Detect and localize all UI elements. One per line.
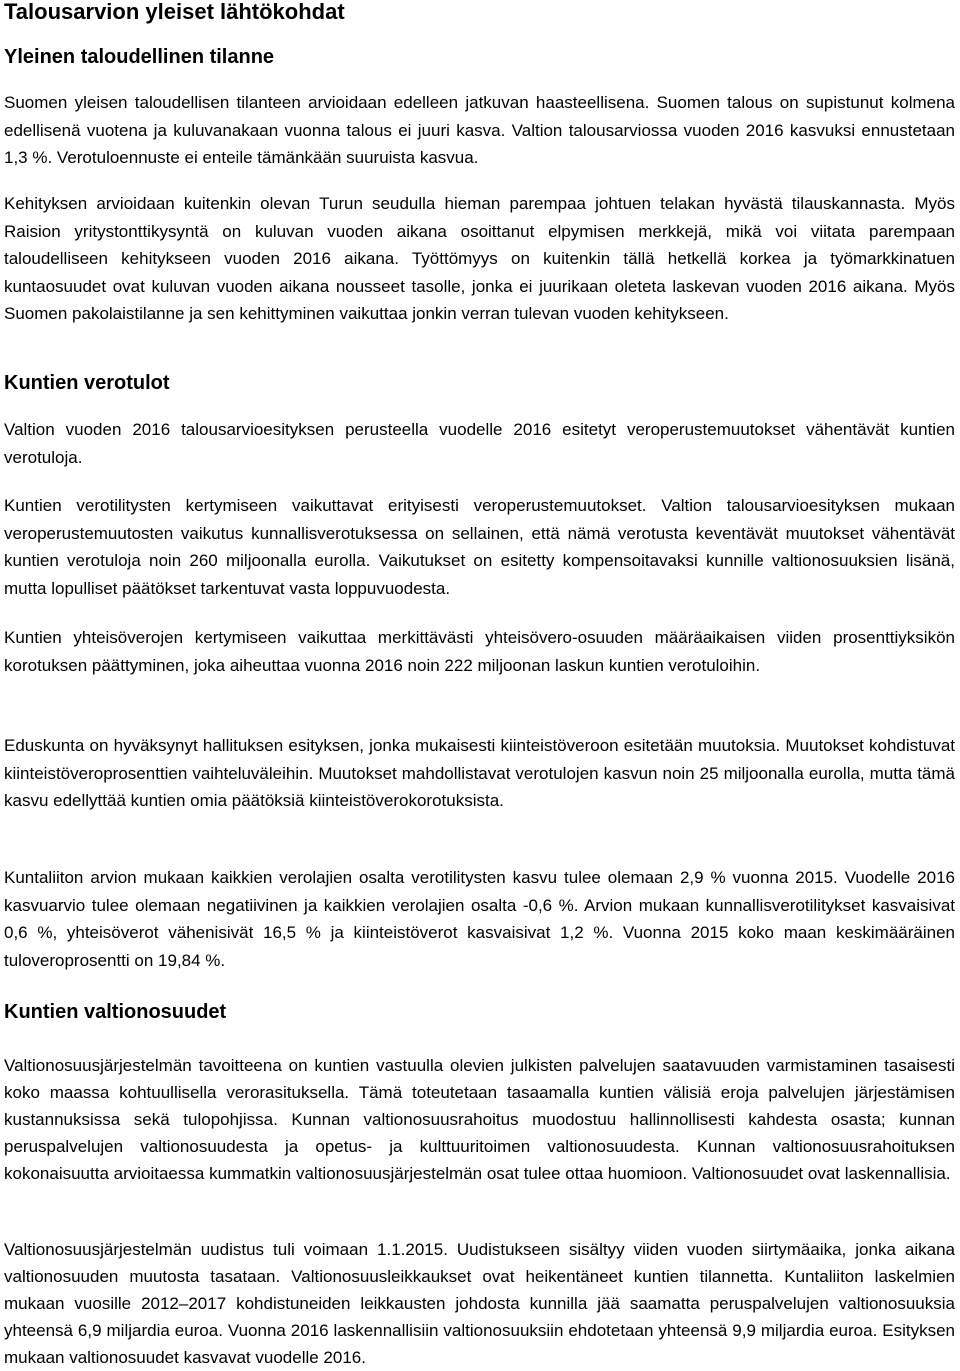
page-title: Talousarvion yleiset lähtökohdat [4,0,345,24]
paragraph: Kuntaliiton arvion mukaan kaikkien verolajien osalta verotilitysten kasvu tulee olemaan 2,9 % vuonna 2015. Vuodelle 2016 kasvuarvio tulee olemaan negatiivinen ja kaikkien verolajien osalta -0,6 %. Arvion mukaan kunnallisverotilitykset kasvaisivat 0,6 %, yhteisöverot vähenisivät 16,5 % ja kiinteistöverot kasvaisivat 1,2 %. Vuonna 2015 koko maan keskimääräinen tuloveroprosentti on 19,84 %. [4,868,955,970]
paragraph: Kehityksen arvioidaan kuitenkin olevan Turun seudulla hieman parempaa johtuen telakan hyvästä tilauskannasta. Myös Raision yritystonttikysyntä on kuluvan vuoden aikana osoittanut elpymisen merkkejä, mikä voi viitata parempaan taloudelliseen kehitykseen vuoden 2016 aikana. Työttömyys on kuitenkin tällä hetkellä korkea ja työmarkkinatuen kuntaosuudet ovat kuluvan vuoden aikana nousseet tasolle, jonka ei juurikaan oleteta laskevan vuoden 2016 aikana. Myös Suomen pakolaistilanne ja sen kehittyminen vaikuttaa jonkin verran tulevan vuoden kehitykseen. [4,194,955,323]
paragraph: Valtion vuoden 2016 talousarvioesityksen perusteella vuodelle 2016 esitetyt veroperustemuutokset vähentävät kuntien verotuloja. [4,420,955,467]
section-heading: Kuntien verotulot [4,372,170,394]
paragraph: Valtionosuusjärjestelmän uudistus tuli voimaan 1.1.2015. Uudistukseen sisältyy viiden vuoden siirtymäaika, jonka aikana valtionosuuden muutosta tasataan. Valtionosuusleikkaukset ovat heikentäneet kuntien tilannetta. Kuntaliiton laskelmien mukaan vuosille 2012–2017 kohdistuneiden leikkausten johdosta kunnilla jää saamatta peruspalvelujen valtionosuuksia yhteensä 6,9 miljardia euroa. Vuonna 2016 laskennallisiin valtionosuuksiin ehdotetaan yhteensä 9,9 miljardia euroa. Esityksen mukaan valtionosuudet kasvavat vuodelle 2016. [4,1240,955,1367]
paragraph: Valtionosuusjärjestelmän tavoitteena on kuntien vastuulla olevien julkisten palvelujen saatavuuden varmistaminen tasaisesti koko maassa kohtuullisella verorasituksella. Tämä toteutetaan tasaamalla kuntien välisiä eroja palvelujen järjestämisen kustannuksissa sekä tulopohjissa. Kunnan valtionosuusrahoitus muodostuu hallinnollisesti kahdesta osasta; kunnan peruspalvelujen valtionosuudesta ja opetus- ja kulttuuritoimen valtionosuudesta. Kunnan valtionosuusrahoituksen kokonaisuutta arvioitaessa kummatkin valtionosuusjärjestelmän osat tulee ottaa huomioon. Valtionosuudet ovat laskennallisia. [4,1056,955,1183]
section-heading: Yleinen taloudellinen tilanne [4,46,275,68]
section-heading: Kuntien valtionosuudet [4,1001,227,1023]
paragraph: Kuntien verotilitysten kertymiseen vaikuttavat erityisesti veroperustemuutokset. Valtion talousarvioesityksen mukaan veroperustemuutosten vaikutus kunnallisverotuksessa on sellainen, että nämä verotusta keventävät muutokset vähentävät kuntien verotuloja noin 260 miljoonalla eurolla. Vaikutukset on esitetty kompensoitavaksi kunnille valtionosuuksien lisänä, mutta lopulliset päätökset tarkentuvat vasta loppuvuodesta. [4,496,955,598]
paragraph: Eduskunta on hyväksynyt hallituksen esityksen, jonka mukaisesti kiinteistöveroon esitetään muutoksia. Muutokset kohdistuvat kiinteistöveroprosenttien vaihteluväleihin. Muutokset mahdollistavat verotulojen kasvun noin 25 miljoonalla eurolla, mutta tämä kasvu edellyttää kuntien omia päätöksiä kiinteistöverokorotuksista. [4,736,955,810]
paragraph: Suomen yleisen taloudellisen tilanteen arvioidaan edelleen jatkuvan haasteellisena. Suomen talous on supistunut kolmena edellisenä vuotena ja kuluvanakaan vuonna talous ei juuri kasva. Valtion talousarviossa vuoden 2016 kasvuksi ennustetaan 1,3 %. Verotuloennuste ei enteile tämänkään suuruista kasvua. [4,93,955,167]
paragraph: Kuntien yhteisöverojen kertymiseen vaikuttaa merkittävästi yhteisövero-osuuden määräaikaisen viiden prosenttiyksikön korotuksen päättyminen, joka aiheuttaa vuonna 2016 noin 222 miljoonan laskun kuntien verotuloihin. [4,628,955,675]
